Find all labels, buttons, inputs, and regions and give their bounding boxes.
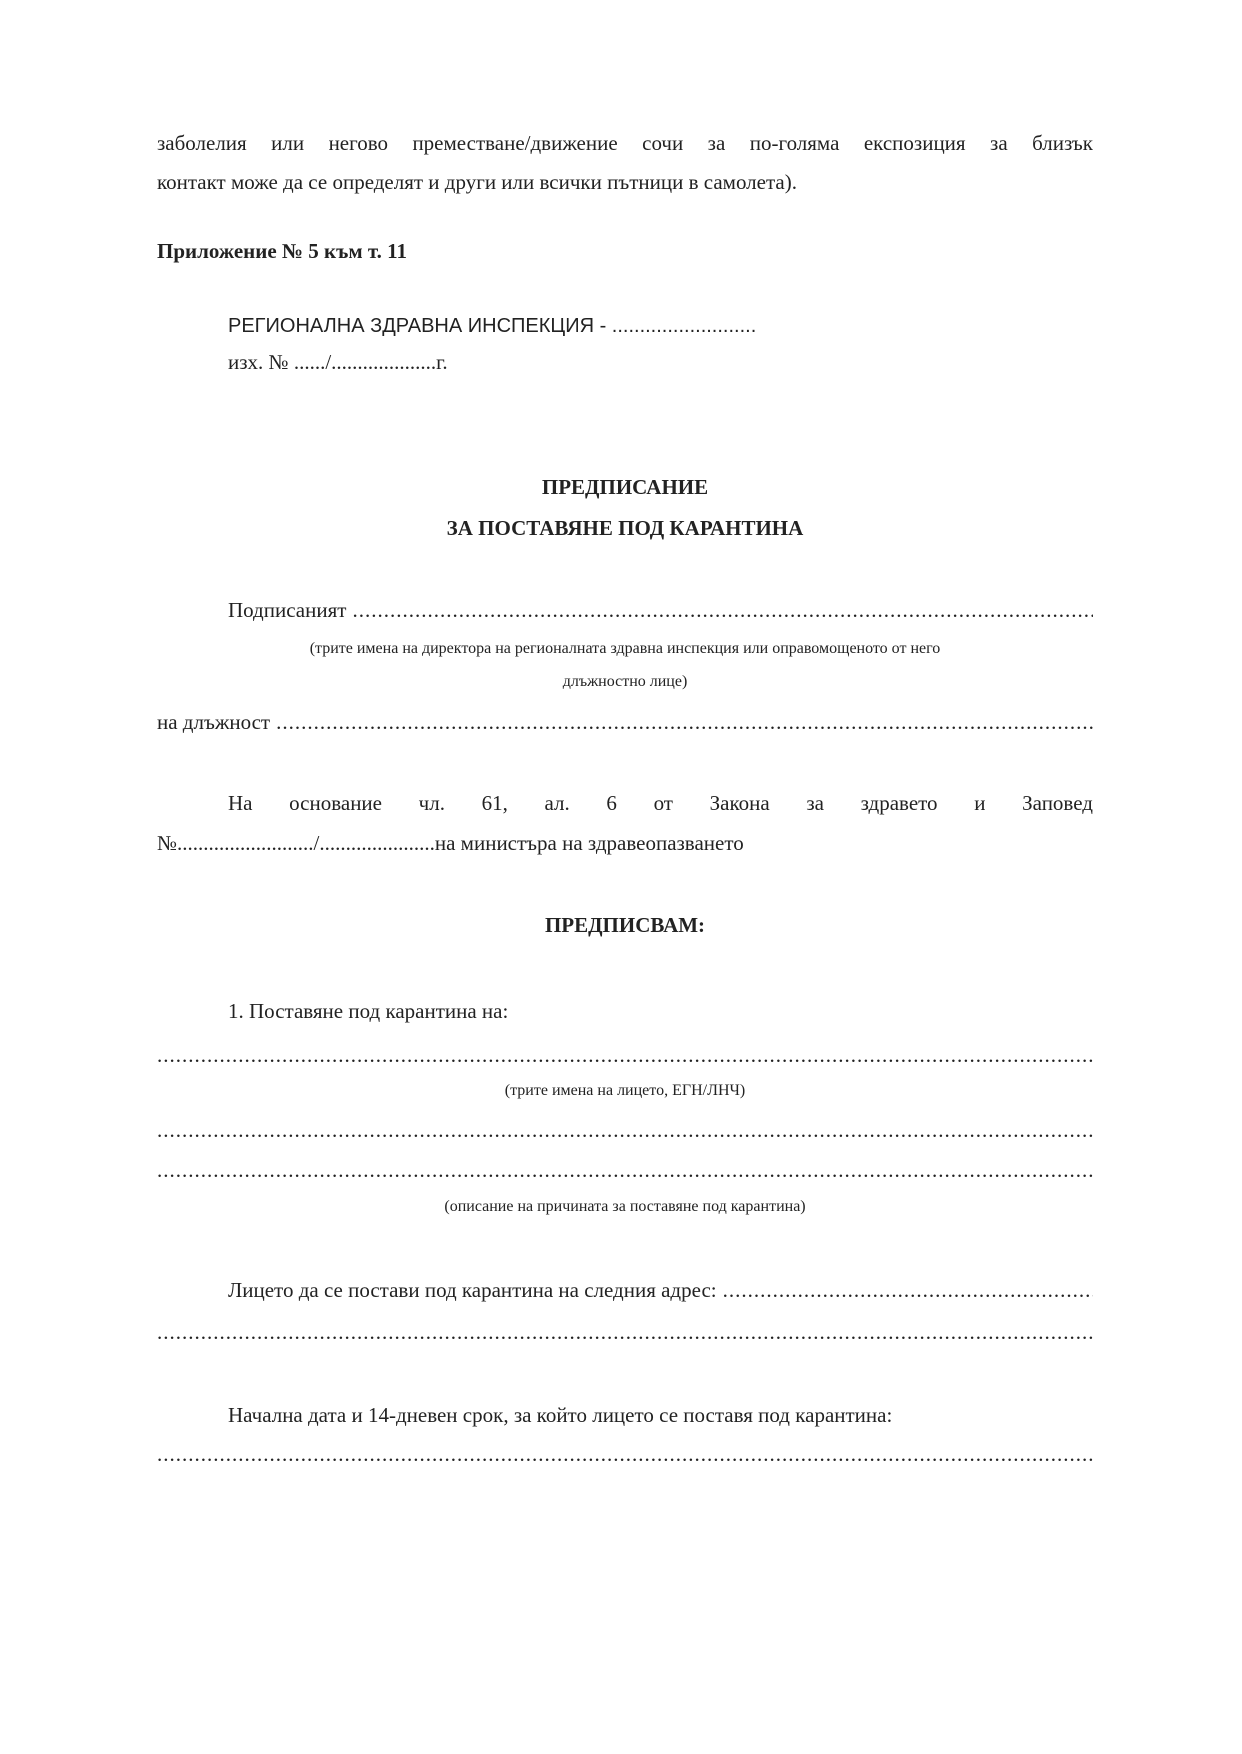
- prescribe-heading: ПРЕДПИСВАМ:: [544, 913, 706, 937]
- basis-word: 61,: [481, 791, 508, 815]
- basis-word: за: [806, 791, 824, 815]
- basis-word: чл.: [418, 791, 445, 815]
- title-line-2: ЗА ПОСТАВЯНЕ ПОД КАРАНТИНА: [446, 516, 804, 540]
- basis-word: Закона: [709, 791, 770, 815]
- reason-field-2[interactable]: [157, 1156, 1093, 1184]
- signatory-field[interactable]: [352, 596, 1093, 624]
- address-field-1[interactable]: [723, 1276, 1093, 1304]
- annex-heading: Приложение № 5 към т. 11: [157, 239, 407, 263]
- reference-number: изх. № ....../....................г.: [228, 350, 448, 374]
- basis-word: здравето: [860, 791, 938, 815]
- basis-line-1: [228, 789, 1093, 817]
- names-field[interactable]: [157, 1041, 1093, 1069]
- address-field-2[interactable]: [157, 1318, 1093, 1346]
- reason-hint: (описание на причината за поставяне под карантина): [444, 1198, 806, 1215]
- start-date-field[interactable]: [157, 1440, 1093, 1468]
- basis-word: от: [653, 791, 673, 815]
- basis-line-2: №........................../......................на министъра на здравеопазването: [157, 831, 744, 855]
- title-line-1: ПРЕДПИСАНИЕ: [541, 475, 709, 499]
- inspection-header: РЕГИОНАЛНА ЗДРАВНА ИНСПЕКЦИЯ - ..........................: [228, 315, 757, 337]
- basis-word: ал.: [544, 791, 570, 815]
- intro-line-2: контакт може да се определят и други или всички пътници в самолета).: [157, 170, 797, 194]
- intro-line-1: заболелия или негово преместване/движение сочи за по-голяма експозиция за близък: [157, 131, 1093, 155]
- address-label: Лицето да се постави под карантина на следния адрес:: [228, 1278, 717, 1302]
- start-date-label: Начална дата и 14-дневен срок, за който лицето се поставя под карантина:: [228, 1403, 893, 1427]
- position-field[interactable]: [276, 708, 1093, 736]
- basis-word: и: [974, 791, 986, 815]
- basis-word: На: [228, 791, 253, 815]
- item1-label: 1. Поставяне под карантина на:: [228, 999, 509, 1023]
- basis-word: 6: [606, 791, 617, 815]
- position-row: [157, 708, 1093, 736]
- address-row: [228, 1276, 1093, 1304]
- reason-field-1[interactable]: [157, 1116, 1093, 1144]
- signatory-hint-2: длъжностно лице): [562, 673, 688, 690]
- signatory-label: Подписаният: [228, 598, 347, 622]
- names-hint: (трите имена на лицето, ЕГН/ЛНЧ): [504, 1082, 746, 1099]
- signatory-row: [228, 596, 1093, 624]
- basis-word: Заповед: [1022, 791, 1093, 815]
- signatory-hint-1: (трите имена на директора на регионалната здравна инспекция или оправомощеното от него: [309, 640, 941, 657]
- position-label: на длъжност: [157, 710, 271, 734]
- basis-word: основание: [289, 791, 382, 815]
